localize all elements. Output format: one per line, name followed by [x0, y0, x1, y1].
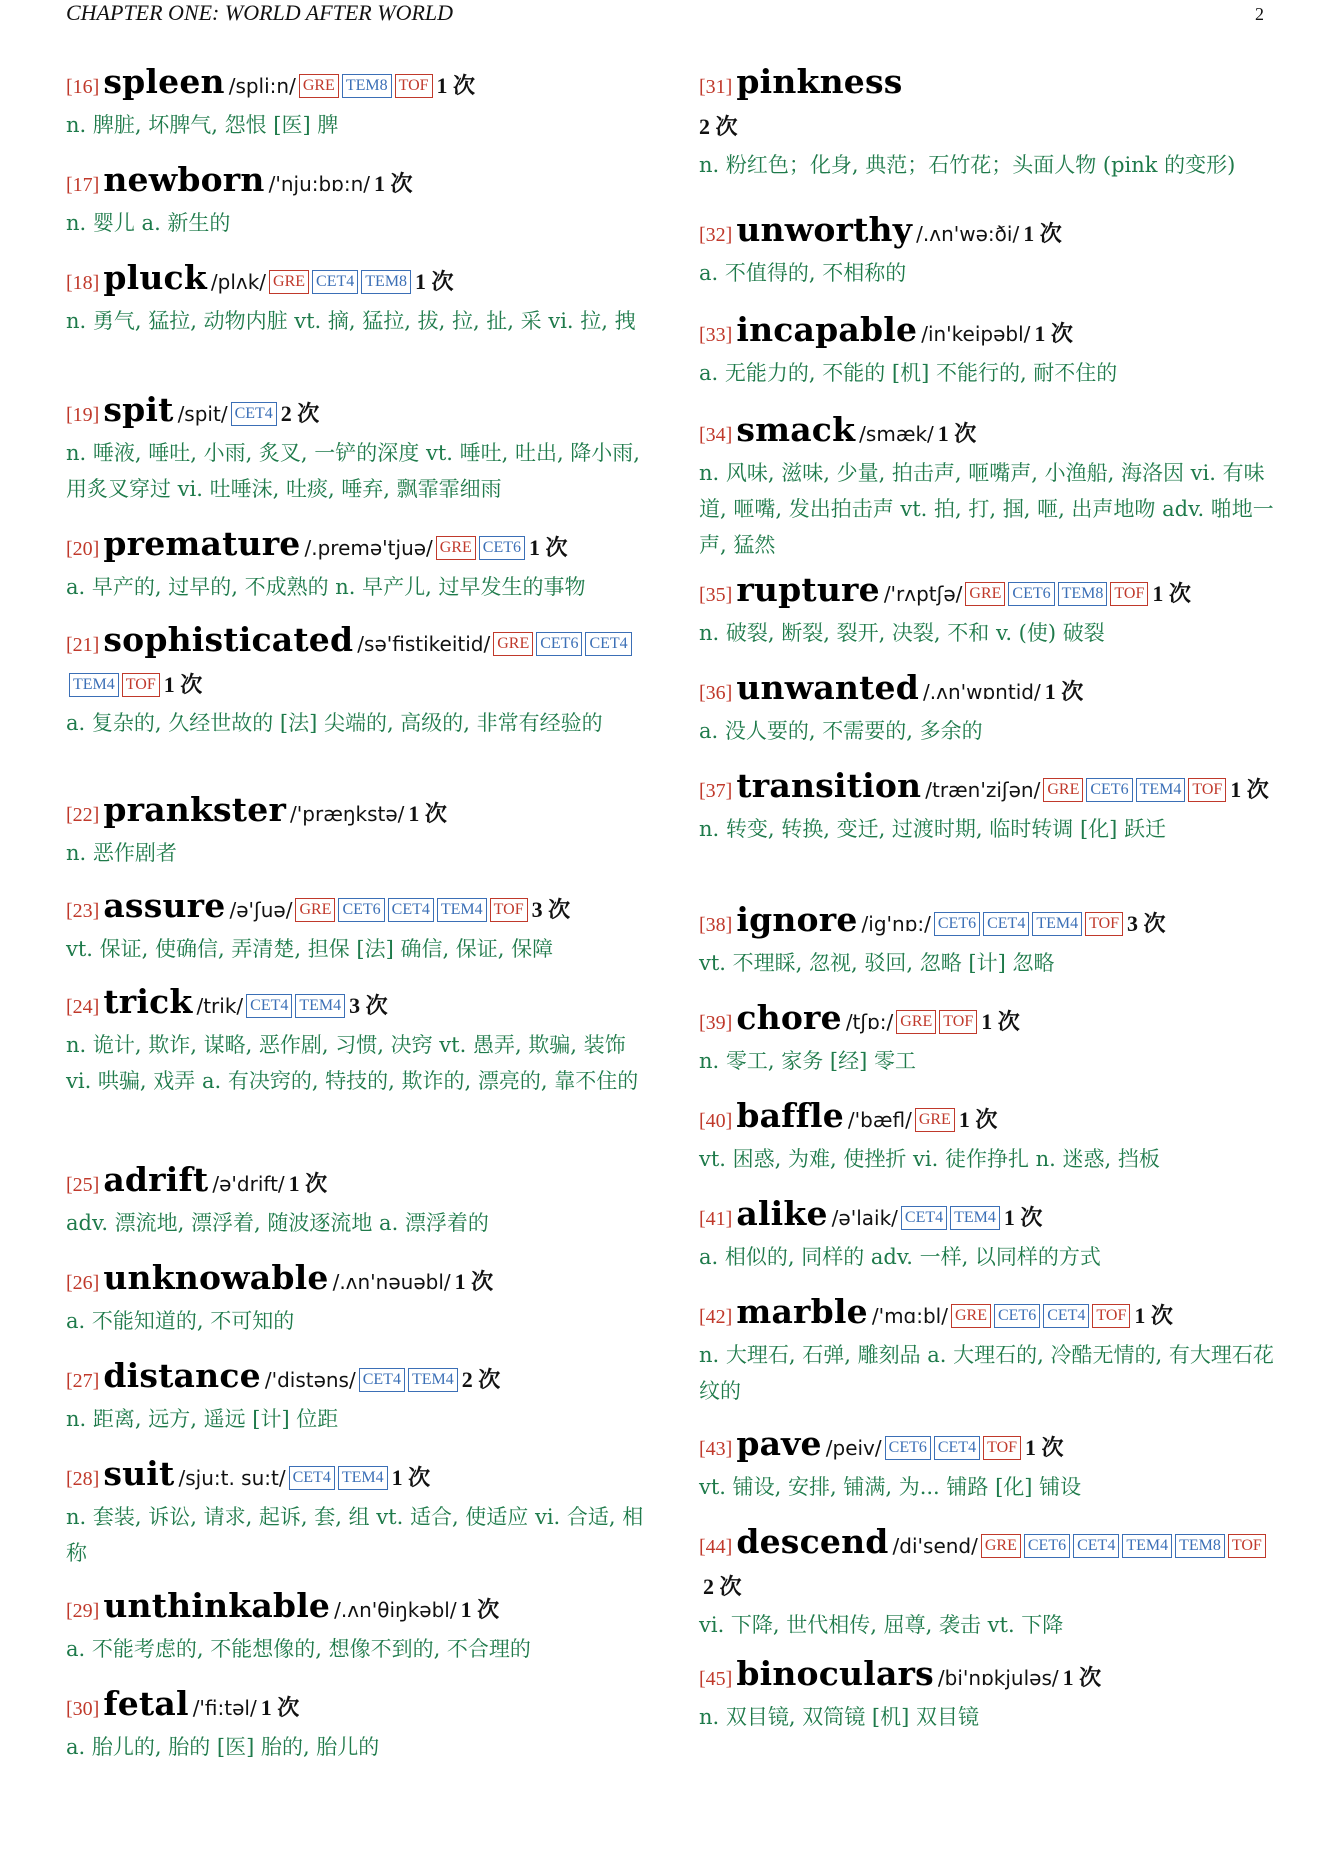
- entry-head: [699, 1654, 1279, 1699]
- entry-index: [45]: [699, 1668, 733, 1690]
- frequency-count: 1 次: [1023, 221, 1062, 246]
- entry-index: [23]: [66, 900, 100, 922]
- entry-index: [39]: [699, 1012, 733, 1034]
- phonetic: /'distəns/: [264, 1368, 356, 1392]
- word-entry: [66, 1684, 646, 1765]
- entry-head: [66, 524, 646, 569]
- frequency-count: 3 次: [349, 993, 388, 1018]
- definition: n. 双目镜, 双筒镜 [机] 双目镜: [699, 1705, 979, 1729]
- entry-head: [699, 570, 1279, 615]
- page-header: [66, 0, 1264, 28]
- frequency-count: 1 次: [1044, 679, 1084, 704]
- word-entry: [66, 790, 646, 871]
- entry-index: [17]: [66, 174, 100, 196]
- headword: assure: [103, 886, 226, 925]
- entry-head: [699, 1424, 1279, 1469]
- exam-tag-tem4: TEM4: [338, 1466, 388, 1490]
- exam-tags: [893, 1010, 977, 1034]
- headword: adrift: [103, 1160, 209, 1199]
- exam-tags: [978, 1534, 1266, 1558]
- frequency-count: 1 次: [460, 1597, 500, 1622]
- frequency-count: 1 次: [1152, 581, 1191, 606]
- word-entry: [699, 1096, 1279, 1177]
- entry-index: [28]: [66, 1468, 100, 1490]
- phonetic: /ig'nɒ:/: [861, 912, 931, 936]
- entry-index: [42]: [699, 1306, 733, 1328]
- chapter-title: CHAPTER ONE: WORLD AFTER WORLD: [66, 0, 454, 25]
- exam-tag-cet4: CET4: [289, 1466, 335, 1490]
- entry-index: [38]: [699, 914, 733, 936]
- exam-tag-tem4: TEM4: [950, 1206, 1000, 1230]
- definition: a. 不值得的, 不相称的: [699, 261, 907, 285]
- phonetic: /'mɑ:bl/: [871, 1304, 948, 1328]
- exam-tags: [286, 1466, 388, 1490]
- word-entry: [699, 210, 1279, 291]
- frequency-count: 1 次: [260, 1695, 300, 1720]
- entry-head: [66, 1356, 646, 1401]
- entry-head: [699, 1292, 1279, 1337]
- entry-head: [699, 210, 1279, 255]
- entry-head: [66, 390, 646, 435]
- exam-tag-tem8: TEM8: [1175, 1534, 1225, 1558]
- exam-tag-cet4: CET4: [1073, 1534, 1119, 1558]
- definition: a. 复杂的, 久经世故的 [法] 尖端的, 高级的, 非常有经验的: [66, 711, 603, 735]
- headword: unknowable: [103, 1258, 329, 1297]
- word-entry: [699, 410, 1279, 563]
- phonetic: /peiv/: [825, 1436, 882, 1460]
- entry-head: [66, 258, 646, 303]
- entry-head: [66, 1454, 646, 1499]
- frequency-count: 1 次: [288, 1171, 328, 1196]
- headword: smack: [736, 410, 856, 449]
- definition: n. 粉红色；化身, 典范；石竹花；头面人物 (pink 的变形): [699, 153, 1236, 177]
- entry-head: [699, 668, 1279, 713]
- entry-head: [699, 766, 1279, 811]
- definition: a. 胎儿的, 胎的 [医] 胎的, 胎儿的: [66, 1735, 380, 1759]
- entry-head: [66, 1684, 646, 1729]
- headword: spit: [103, 390, 174, 429]
- definition: n. 距离, 远方, 遥远 [计] 位距: [66, 1407, 339, 1431]
- phonetic: /ə'drift/: [212, 1172, 285, 1196]
- exam-tag-tof: TOF: [939, 1010, 977, 1034]
- exam-tags: [356, 1368, 458, 1392]
- entry-index: [30]: [66, 1698, 100, 1720]
- exam-tag-cet4: CET4: [934, 1436, 980, 1460]
- definition: n. 脾脏, 坏脾气, 怨恨 [医] 脾: [66, 113, 339, 137]
- entry-index: [26]: [66, 1272, 100, 1294]
- exam-tag-cet6: CET6: [1008, 582, 1054, 606]
- phonetic: /smæk/: [859, 422, 934, 446]
- definition: n. 唾液, 唾吐, 小雨, 炙叉, 一铲的深度 vt. 唾吐, 吐出, 降小雨, 用炙叉穿过 vi. 吐唾沫, 吐痰, 唾弃, 飘霏霏细雨: [66, 441, 640, 501]
- exam-tags: [898, 1206, 1000, 1230]
- exam-tag-gre: GRE: [951, 1304, 991, 1328]
- frequency-count: 1 次: [1025, 1435, 1064, 1460]
- phonetic: /'præŋkstə/: [290, 802, 405, 826]
- headword: chore: [736, 998, 842, 1037]
- entry-head: [699, 1194, 1279, 1239]
- frequency-count: 1 次: [374, 171, 413, 196]
- definition: n. 勇气, 猛拉, 动物内脏 vt. 摘, 猛拉, 拔, 拉, 扯, 采 vi. 拉, 拽: [66, 309, 636, 333]
- word-entry: [66, 524, 646, 605]
- exam-tag-tof: TOF: [490, 898, 528, 922]
- entry-head: [66, 620, 646, 705]
- entry-index: [24]: [66, 996, 100, 1018]
- entry-index: [21]: [66, 634, 100, 656]
- definition: vi. 下降, 世代相传, 屈尊, 袭击 vt. 下降: [699, 1613, 1064, 1637]
- word-entry: [66, 62, 646, 143]
- definition: n. 套装, 诉讼, 请求, 起诉, 套, 组 vt. 适合, 使适应 vi. 合适, 相称: [66, 1505, 644, 1565]
- headword: pluck: [103, 258, 207, 297]
- word-entry: [699, 1194, 1279, 1275]
- phonetic: /ə'ʃuə/: [229, 898, 293, 922]
- exam-tag-tof: TOF: [1188, 778, 1226, 802]
- definition: n. 破裂, 断裂, 裂开, 决裂, 不和 v. (使) 破裂: [699, 621, 1105, 645]
- entry-head: [66, 886, 646, 931]
- phonetic: /.ʌn'wɒntid/: [923, 680, 1041, 704]
- exam-tag-gre: GRE: [896, 1010, 936, 1034]
- entry-head: [66, 1586, 646, 1631]
- entry-index: [44]: [699, 1536, 733, 1558]
- phonetic: /sju:t. su:t/: [178, 1466, 286, 1490]
- word-entry: [699, 1424, 1279, 1505]
- exam-tag-tof: TOF: [395, 74, 433, 98]
- definition: n. 婴儿 a. 新生的: [66, 211, 231, 235]
- exam-tag-gre: GRE: [299, 74, 339, 98]
- exam-tag-tem4: TEM4: [295, 994, 345, 1018]
- phonetic: /trik/: [196, 994, 244, 1018]
- definition: a. 没人要的, 不需要的, 多余的: [699, 719, 983, 743]
- entry-index: [18]: [66, 272, 100, 294]
- headword: prankster: [103, 790, 287, 829]
- word-entry: [699, 1654, 1279, 1735]
- entry-index: [32]: [699, 224, 733, 246]
- frequency-count: 1 次: [408, 801, 447, 826]
- headword: trick: [103, 982, 193, 1021]
- headword: unworthy: [736, 210, 913, 249]
- frequency-count: 1 次: [454, 1269, 494, 1294]
- phonetic: /spit/: [177, 402, 228, 426]
- definition: a. 无能力的, 不能的 [机] 不能行的, 耐不住的: [699, 361, 1118, 385]
- exam-tags: [931, 912, 1123, 936]
- entry-head: [699, 998, 1279, 1043]
- phonetic: /tʃɒ:/: [845, 1010, 894, 1034]
- headword: pinkness: [736, 62, 903, 101]
- word-entry: [699, 766, 1279, 847]
- word-entry: [66, 1160, 646, 1241]
- exam-tag-tem8: TEM8: [342, 74, 392, 98]
- exam-tag-gre: GRE: [915, 1108, 955, 1132]
- headword: binoculars: [736, 1654, 934, 1693]
- headword: marble: [736, 1292, 868, 1331]
- entry-head: [699, 410, 1279, 455]
- exam-tag-tof: TOF: [1228, 1534, 1266, 1558]
- headword: ignore: [736, 900, 858, 939]
- frequency-count: 2 次: [280, 401, 320, 426]
- exam-tag-cet4: CET4: [585, 632, 631, 656]
- entry-head: [699, 310, 1279, 355]
- frequency-count: 2 次: [461, 1367, 501, 1392]
- entry-index: [29]: [66, 1600, 100, 1622]
- word-entry: [66, 620, 646, 741]
- exam-tag-tof: TOF: [983, 1436, 1021, 1460]
- exam-tag-gre: GRE: [493, 632, 533, 656]
- exam-tag-cet4: CET4: [901, 1206, 947, 1230]
- exam-tag-cet6: CET6: [479, 536, 525, 560]
- exam-tag-gre: GRE: [295, 898, 335, 922]
- headword: descend: [736, 1522, 889, 1561]
- exam-tags: [948, 1304, 1130, 1328]
- exam-tag-tof: TOF: [1110, 582, 1148, 606]
- entry-head: [66, 790, 646, 835]
- exam-tags: [962, 582, 1148, 606]
- phonetic: /.ʌn'θiŋkəbl/: [334, 1598, 457, 1622]
- entry-head: [66, 62, 646, 107]
- entry-head: [699, 1522, 1279, 1607]
- headword: distance: [103, 1356, 261, 1395]
- exam-tag-cet6: CET6: [1024, 1534, 1070, 1558]
- exam-tag-tem4: TEM4: [1136, 778, 1186, 802]
- frequency-count: 2 次: [703, 1574, 742, 1599]
- exam-tag-tem4: TEM4: [437, 898, 487, 922]
- frequency-count: 1 次: [529, 535, 568, 560]
- frequency-count: 1 次: [981, 1009, 1020, 1034]
- definition: n. 大理石, 石弹, 雕刻品 a. 大理石的, 冷酷无情的, 有大理石花纹的: [699, 1343, 1274, 1403]
- exam-tag-cet6: CET6: [885, 1436, 931, 1460]
- exam-tags: [266, 270, 411, 294]
- entry-index: [27]: [66, 1370, 100, 1392]
- frequency-count: 1 次: [1062, 1665, 1102, 1690]
- entry-head: [699, 62, 1279, 147]
- exam-tag-tem4: TEM4: [408, 1368, 458, 1392]
- exam-tag-cet6: CET6: [536, 632, 582, 656]
- frequency-count: 1 次: [415, 269, 454, 294]
- entry-index: [25]: [66, 1174, 100, 1196]
- definition: vt. 保证, 使确信, 弄清楚, 担保 [法] 确信, 保证, 保障: [66, 937, 554, 961]
- entry-head: [66, 160, 646, 205]
- exam-tag-tem8: TEM8: [361, 270, 411, 294]
- headword: baffle: [736, 1096, 844, 1135]
- frequency-count: 1 次: [1134, 1303, 1173, 1328]
- definition: n. 恶作剧者: [66, 841, 177, 865]
- frequency-count: 1 次: [391, 1465, 431, 1490]
- exam-tag-cet4: CET4: [359, 1368, 405, 1392]
- phonetic: /spli:n/: [228, 74, 296, 98]
- exam-tag-gre: GRE: [981, 1534, 1021, 1558]
- phonetic: /'rʌptʃə/: [883, 582, 963, 606]
- headword: incapable: [736, 310, 918, 349]
- phonetic: /.premə'tjuə/: [304, 536, 433, 560]
- entry-head: [66, 1258, 646, 1303]
- entry-head: [66, 1160, 646, 1205]
- headword: premature: [103, 524, 301, 563]
- word-entry: [66, 886, 646, 967]
- exam-tag-cet4: CET4: [388, 898, 434, 922]
- entry-index: [19]: [66, 404, 100, 426]
- word-entry: [66, 258, 646, 339]
- headword: sophisticated: [103, 620, 354, 659]
- entry-index: [34]: [699, 424, 733, 446]
- headword: fetal: [103, 1684, 189, 1723]
- phonetic: /træn'ziʃən/: [925, 778, 1041, 802]
- exam-tag-gre: GRE: [436, 536, 476, 560]
- entry-index: [40]: [699, 1110, 733, 1132]
- entry-index: [16]: [66, 76, 100, 98]
- headword: transition: [736, 766, 922, 805]
- frequency-count: 1 次: [163, 672, 203, 697]
- exam-tag-tem4: TEM4: [1032, 912, 1082, 936]
- headword: unwanted: [736, 668, 920, 707]
- phonetic: /ə'laik/: [831, 1206, 898, 1230]
- headword: unthinkable: [103, 1586, 331, 1625]
- definition: n. 零工, 家务 [经] 零工: [699, 1049, 916, 1073]
- entry-index: [22]: [66, 804, 100, 826]
- word-entry: [66, 1258, 646, 1339]
- exam-tags: [228, 402, 277, 426]
- entry-index: [36]: [699, 682, 733, 704]
- word-entry: [66, 1454, 646, 1571]
- headword: alike: [736, 1194, 828, 1233]
- exam-tag-gre: GRE: [269, 270, 309, 294]
- definition: a. 相似的, 同样的 adv. 一样, 以同样的方式: [699, 1245, 1101, 1269]
- exam-tag-cet6: CET6: [1086, 778, 1132, 802]
- headword: spleen: [103, 62, 225, 101]
- entry-index: [41]: [699, 1208, 733, 1230]
- frequency-count: 1 次: [1230, 777, 1269, 802]
- frequency-count: 1 次: [937, 421, 977, 446]
- exam-tags: [292, 898, 527, 922]
- word-entry: [699, 62, 1279, 183]
- word-entry: [66, 1586, 646, 1667]
- word-entry: [66, 982, 646, 1099]
- definition: vt. 不理睬, 忽视, 驳回, 忽略 [计] 忽略: [699, 951, 1055, 975]
- frequency-count: 1 次: [958, 1107, 998, 1132]
- exam-tag-cet4: CET4: [246, 994, 292, 1018]
- exam-tags: [243, 994, 345, 1018]
- definition: n. 转变, 转换, 变迁, 过渡时期, 临时转调 [化] 跃迁: [699, 817, 1167, 841]
- definition: adv. 漂流地, 漂浮着, 随波逐流地 a. 漂浮着的: [66, 1211, 489, 1235]
- word-entry: [699, 1522, 1279, 1643]
- exam-tags: [296, 74, 433, 98]
- exam-tag-tof: TOF: [1085, 912, 1123, 936]
- definition: n. 风味, 滋味, 少量, 拍击声, 咂嘴声, 小渔船, 海洛因 vi. 有味道, 咂嘴, 发出拍击声 vt. 拍, 打, 掴, 咂, 出声地吻 adv. 啪地一声, 猛然: [699, 461, 1274, 557]
- word-entry: [66, 160, 646, 241]
- definition: a. 不能知道的, 不可知的: [66, 1309, 295, 1333]
- word-entry: [699, 900, 1279, 981]
- frequency-count: 3 次: [1127, 911, 1166, 936]
- headword: rupture: [736, 570, 880, 609]
- phonetic: /.ʌn'wə:ði/: [916, 222, 1020, 246]
- definition: a. 不能考虑的, 不能想像的, 想像不到的, 不合理的: [66, 1637, 531, 1661]
- exam-tag-tem4: TEM4: [69, 673, 119, 697]
- headword: newborn: [103, 160, 265, 199]
- frequency-count: 1 次: [1003, 1205, 1043, 1230]
- phonetic: /bi'nɒkjuləs/: [937, 1666, 1059, 1690]
- exam-tags: [433, 536, 525, 560]
- exam-tag-cet4: CET4: [1043, 1304, 1089, 1328]
- exam-tag-cet6: CET6: [934, 912, 980, 936]
- definition: n. 诡计, 欺诈, 谋略, 恶作剧, 习惯, 决窍 vt. 愚弄, 欺骗, 装饰 vi. 哄骗, 戏弄 a. 有决窍的, 特技的, 欺诈的, 漂亮的, 靠不住的: [66, 1033, 639, 1093]
- headword: pave: [736, 1424, 822, 1463]
- entry-index: [43]: [699, 1438, 733, 1460]
- word-entry: [699, 998, 1279, 1079]
- page-number: 2: [1255, 4, 1264, 24]
- phonetic: /sə'fistikeitid/: [357, 632, 491, 656]
- exam-tag-cet4: CET4: [231, 402, 277, 426]
- frequency-count: 1 次: [1034, 321, 1073, 346]
- word-entry: [699, 310, 1279, 391]
- word-entry: [699, 668, 1279, 749]
- definition: vt. 铺设, 安排, 铺满, 为... 铺路 [化] 铺设: [699, 1475, 1082, 1499]
- exam-tags: [882, 1436, 1021, 1460]
- phonetic: /.ʌn'nəuəbl/: [332, 1270, 451, 1294]
- exam-tag-gre: GRE: [1043, 778, 1083, 802]
- word-entry: [699, 570, 1279, 651]
- phonetic: /di'send/: [892, 1534, 978, 1558]
- entry-head: [699, 900, 1279, 945]
- exam-tag-tof: TOF: [1092, 1304, 1130, 1328]
- exam-tags: [912, 1108, 955, 1132]
- definition: vt. 困惑, 为难, 使挫折 vi. 徒作挣扎 n. 迷惑, 挡板: [699, 1147, 1160, 1171]
- entry-index: [31]: [699, 76, 733, 98]
- entry-index: [20]: [66, 538, 100, 560]
- exam-tag-gre: GRE: [965, 582, 1005, 606]
- entry-index: [35]: [699, 584, 733, 606]
- exam-tag-cet6: CET6: [994, 1304, 1040, 1328]
- exam-tags: [1040, 778, 1226, 802]
- word-entry: [66, 1356, 646, 1437]
- exam-tag-cet6: CET6: [338, 898, 384, 922]
- word-entry: [66, 390, 646, 507]
- frequency-count: 3 次: [531, 897, 571, 922]
- phonetic: /in'keipəbl/: [921, 322, 1031, 346]
- phonetic: /'nju:bɒ:n/: [268, 172, 371, 196]
- entry-index: [37]: [699, 780, 733, 802]
- exam-tag-tem8: TEM8: [1058, 582, 1108, 606]
- exam-tag-tof: TOF: [122, 673, 160, 697]
- phonetic: /'bæfl/: [847, 1108, 912, 1132]
- entry-index: [33]: [699, 324, 733, 346]
- word-entry: [699, 1292, 1279, 1409]
- entry-head: [66, 982, 646, 1027]
- frequency-count: 2 次: [699, 114, 738, 139]
- frequency-count: 1 次: [436, 73, 476, 98]
- phonetic: /'fi:təl/: [192, 1696, 257, 1720]
- headword: suit: [103, 1454, 175, 1493]
- phonetic: /plʌk/: [210, 270, 267, 294]
- exam-tag-cet4: CET4: [983, 912, 1029, 936]
- definition: a. 早产的, 过早的, 不成熟的 n. 早产儿, 过早发生的事物: [66, 575, 586, 599]
- exam-tag-cet4: CET4: [312, 270, 358, 294]
- exam-tag-tem4: TEM4: [1122, 1534, 1172, 1558]
- entry-head: [699, 1096, 1279, 1141]
